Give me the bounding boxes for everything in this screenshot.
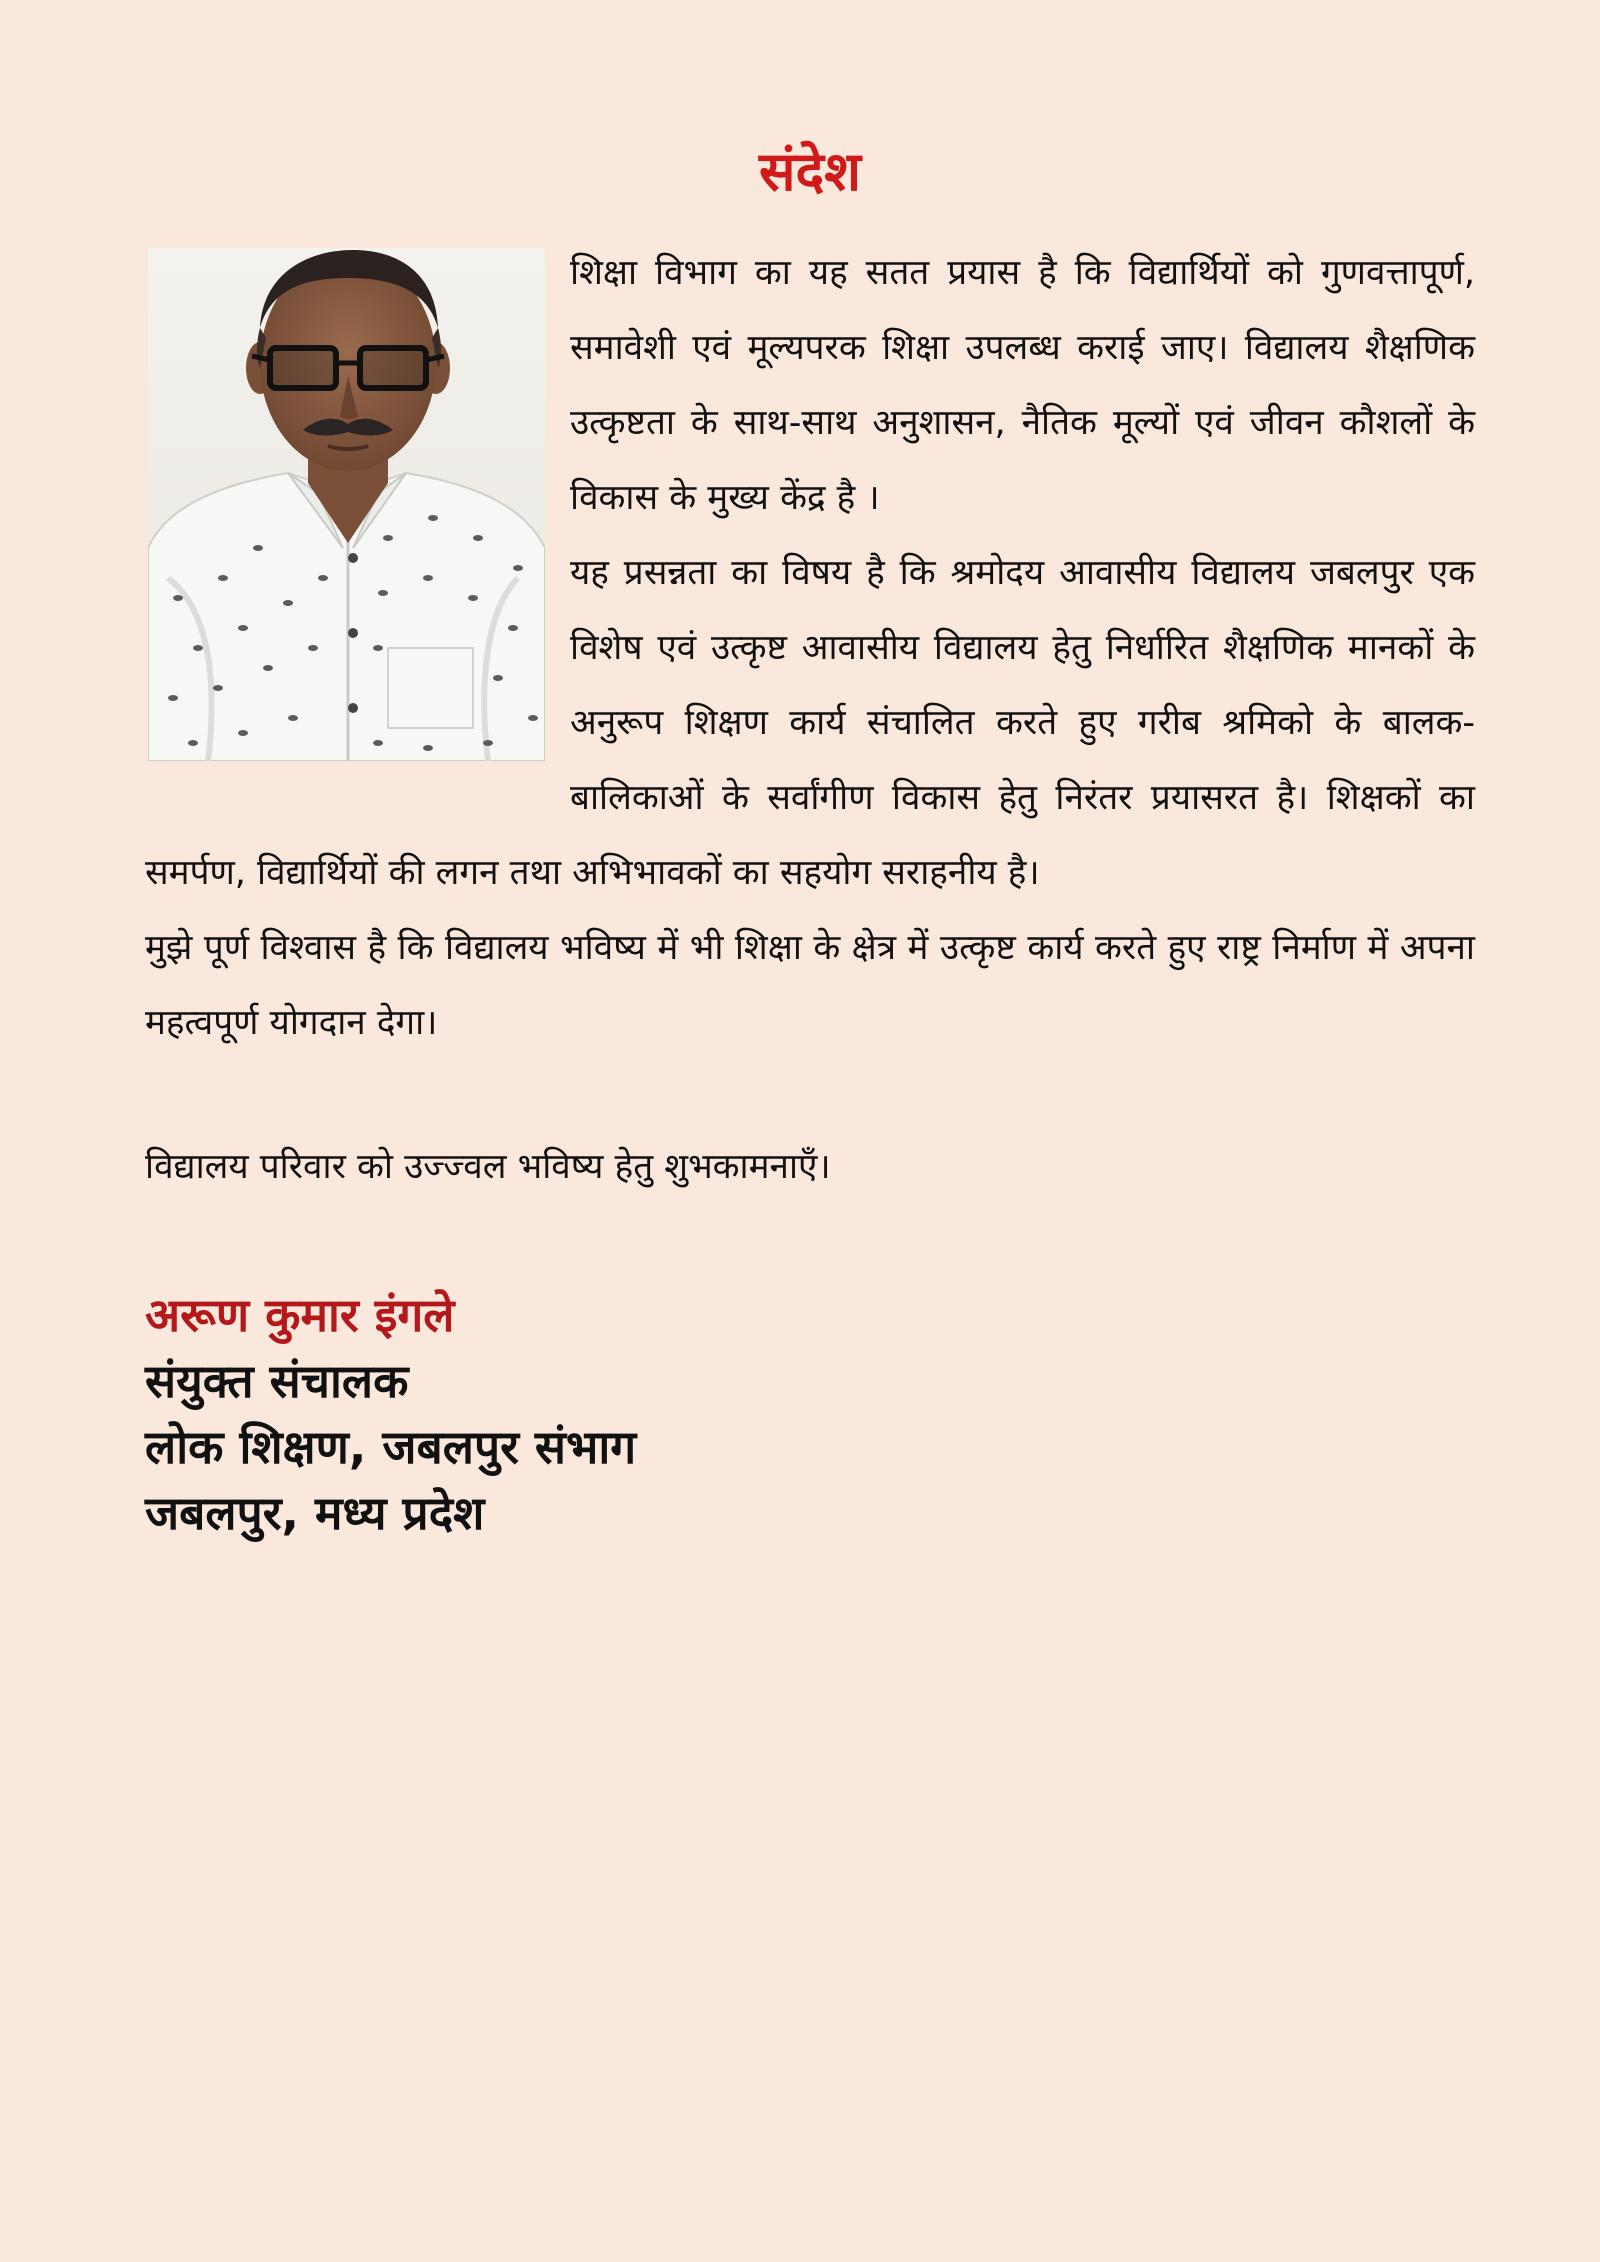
signatory-designation: संयुक्त संचालक [145, 1354, 409, 1408]
message-paragraph-3: मुझे पूर्ण विश्वास है कि विद्यालय भविष्य में भी शिक्षा के क्षेत्र में उत्कृष्ट कार्य करते हुए राष्ट्र निर्माण में अपना महत्वपूर्ण योगदान देगा। [145, 928, 1475, 1043]
page-title: संदेश [759, 139, 861, 204]
message-paragraph-2: यह प्रसन्नता का विषय है कि श्रमोदय आवासीय विद्यालय जबलपुर एक विशेष एवं उत्कृष्ट आवासीय विद्यालय हेतु निर्धारित शैक्षणिक मानकों के अनुरूप शिक्षण कार्य संचालित करते हुए गरीब श्रमिको के बालक-बालिकाओं के सर्वांगीण विकास हेतु निरंतर प्रयासरत है। शिक्षकों का समर्पण, विद्यार्थियों की लगन तथा अभिभावकों का सहयोग सराहनीय है। [145, 553, 1475, 893]
message-page [145, 0, 1475, 2262]
closing-line: विद्यालय परिवार को उज्ज्वल भविष्य हेतु शुभकामनाएँ। [145, 1147, 831, 1187]
signatory-name: अरूण कुमार इंगले [145, 1288, 455, 1342]
photo-spacer [145, 236, 570, 772]
message-paragraph-1: शिक्षा विभाग का यह सतत प्रयास है कि विद्यार्थियों को गुणवत्तापूर्ण, समावेशी एवं मूल्यपरक शिक्षा उपलब्ध कराई जाए। विद्यालय शैक्षणिक उत्कृष्टता के साथ-साथ अनुशासन, नैतिक मूल्यों एवं जीवन कौशलों के विकास के मुख्य केंद्र है । [570, 253, 1475, 518]
signatory-location: जबलपुर, मध्य प्रदेश [145, 1486, 485, 1540]
signature-block [145, 1282, 636, 1546]
signatory-department: लोक शिक्षण, जबलपुर संभाग [145, 1420, 637, 1474]
message-body [145, 236, 1475, 1061]
